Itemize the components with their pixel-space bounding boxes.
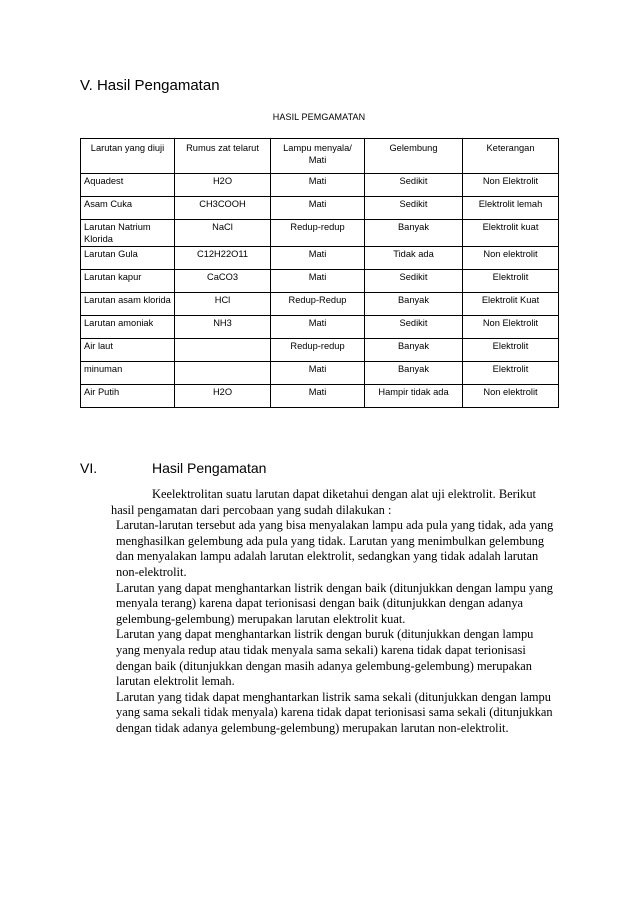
table-row xyxy=(81,247,559,270)
header-lampu: Lampu menyala/ Mati xyxy=(271,139,365,174)
cell-larutan: Larutan amoniak xyxy=(81,316,175,339)
cell-rumus: H2O xyxy=(175,385,271,408)
cell-rumus: C12H22O11 xyxy=(175,247,271,270)
cell-rumus: NH3 xyxy=(175,316,271,339)
intro-paragraph xyxy=(111,487,560,518)
cell-gelembung: Banyak xyxy=(365,339,463,362)
cell-rumus xyxy=(175,362,271,385)
header-larutan: Larutan yang diuji xyxy=(81,139,175,174)
table-caption: HASIL PEMGAMATAN xyxy=(272,112,366,122)
section-6-title: Hasil Pengamatan xyxy=(152,460,267,476)
section-6-number: VI. xyxy=(80,460,98,476)
cell-larutan: Air Putih xyxy=(81,385,175,408)
cell-gelembung: Sedikit xyxy=(365,197,463,220)
cell-keterangan: Elektrolit xyxy=(463,270,559,293)
cell-keterangan: Non Elektrolit xyxy=(463,174,559,197)
cell-gelembung: Sedikit xyxy=(365,316,463,339)
cell-larutan: minuman xyxy=(81,362,175,385)
cell-gelembung: Tidak ada xyxy=(365,247,463,270)
paragraph-non-electrolyte: Larutan yang tidak dapat menghantarkan listrik sama sekali (ditunjukkan dengan lampu yang sama sekali tidak menyala) karena tidak dapat terionisasi sama sekali (ditunjukkan dengan tidak adanya gelembung-gelembung) merupakan larutan non-elektrolit. xyxy=(116,689,553,735)
cell-lampu: Mati xyxy=(271,247,365,270)
cell-gelembung: Sedikit xyxy=(365,174,463,197)
cell-rumus xyxy=(175,339,271,362)
cell-larutan: Larutan Gula xyxy=(81,247,175,270)
table-row xyxy=(81,270,559,293)
table-row xyxy=(81,220,559,247)
observation-body xyxy=(111,487,560,737)
intro-first-line: Keelektrolitan suatu larutan dapat diketahui dengan alat uji elektrolit. Berikut xyxy=(152,487,536,501)
cell-lampu: Redup-Redup xyxy=(271,293,365,316)
cell-keterangan: Non elektrolit xyxy=(463,247,559,270)
table-header-row xyxy=(81,139,559,174)
header-gelembung: Gelembung xyxy=(365,139,463,174)
section-5-title: V. Hasil Pengamatan xyxy=(80,77,220,94)
cell-larutan: Aquadest xyxy=(81,174,175,197)
table-row xyxy=(81,385,559,408)
cell-lampu: Mati xyxy=(271,316,365,339)
cell-rumus: HCl xyxy=(175,293,271,316)
table-row xyxy=(81,174,559,197)
cell-keterangan: Non elektrolit xyxy=(463,385,559,408)
cell-rumus: NaCl xyxy=(175,220,271,247)
table-row xyxy=(81,197,559,220)
cell-larutan: Larutan Natrium Klorida xyxy=(81,220,175,247)
cell-lampu: Mati xyxy=(271,362,365,385)
intro-continuation: hasil pengamatan dari percobaan yang sudah dilakukan : xyxy=(111,502,392,517)
cell-lampu: Redup-redup xyxy=(271,339,365,362)
cell-gelembung: Banyak xyxy=(365,293,463,316)
header-keterangan: Keterangan xyxy=(463,139,559,174)
cell-rumus: H2O xyxy=(175,174,271,197)
cell-gelembung: Sedikit xyxy=(365,270,463,293)
paragraph-strong-electrolyte: Larutan yang dapat menghantarkan listrik dengan baik (ditunjukkan dengan lampu yang menyala terang) karena dapat terionisasi dengan baik (ditunjukkan dengan adanya gelembung-gelembung) merupakan larutan elektrolit kuat. xyxy=(116,580,553,626)
cell-larutan: Air laut xyxy=(81,339,175,362)
cell-keterangan: Elektrolit kuat xyxy=(463,220,559,247)
observation-table xyxy=(80,138,559,408)
cell-keterangan: Elektrolit xyxy=(463,362,559,385)
paragraph-electrolyte-definition: Larutan-larutan tersebut ada yang bisa menyalakan lampu ada pula yang tidak, ada yang menghasilkan gelembung ada pula yang tidak. Larutan yang menimbulkan gelembung dan menyalakan lampu adalah larutan elektrolit, sedangkan yang tidak adalah larutan non-elektrolit. xyxy=(116,518,554,579)
cell-lampu: Redup-redup xyxy=(271,220,365,247)
table-row xyxy=(81,293,559,316)
cell-larutan: Larutan asam klorida xyxy=(81,293,175,316)
cell-gelembung: Banyak xyxy=(365,220,463,247)
cell-larutan: Asam Cuka xyxy=(81,197,175,220)
cell-lampu: Mati xyxy=(271,270,365,293)
cell-lampu: Mati xyxy=(271,174,365,197)
table-row xyxy=(81,362,559,385)
cell-lampu: Mati xyxy=(271,385,365,408)
cell-larutan: Larutan kapur xyxy=(81,270,175,293)
paragraph-weak-electrolyte: Larutan yang dapat menghantarkan listrik dengan buruk (ditunjukkan dengan lampu yang menyala redup atau tidak menyala sama sekali) karena tidak dapat terionisasi dengan baik (ditunjukkan dengan masih adanya gelembung-gelembung) merupakan larutan elektrolit lemah. xyxy=(116,627,534,689)
cell-rumus: CH3COOH xyxy=(175,197,271,220)
cell-gelembung: Hampir tidak ada xyxy=(365,385,463,408)
cell-lampu: Mati xyxy=(271,197,365,220)
cell-rumus: CaCO3 xyxy=(175,270,271,293)
table-row xyxy=(81,339,559,362)
table-row xyxy=(81,316,559,339)
cell-keterangan: Elektrolit Kuat xyxy=(463,293,559,316)
cell-keterangan: Elektrolit lemah xyxy=(463,197,559,220)
header-rumus: Rumus zat telarut xyxy=(175,139,271,174)
cell-keterangan: Non Elektrolit xyxy=(463,316,559,339)
cell-keterangan: Elektrolit xyxy=(463,339,559,362)
cell-gelembung: Banyak xyxy=(365,362,463,385)
